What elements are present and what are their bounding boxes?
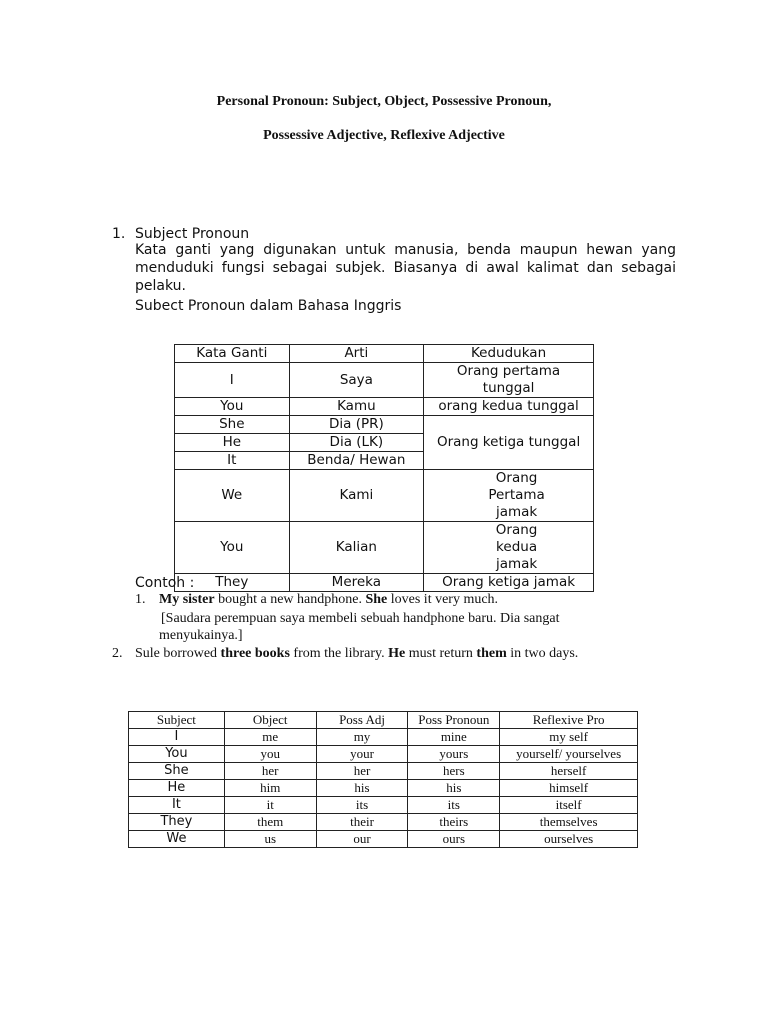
example-2-bold-object: three books bbox=[220, 646, 290, 661]
table-cell: We bbox=[129, 831, 225, 848]
table-cell: Orang kedua jamak bbox=[424, 522, 594, 574]
table-cell: ours bbox=[408, 831, 500, 848]
table-header-row bbox=[129, 712, 638, 729]
table-cell: theirs bbox=[408, 814, 500, 831]
table-cell: my bbox=[316, 729, 408, 746]
header-cell: Poss Adj bbox=[316, 712, 408, 729]
example-1-bold-pronoun: She bbox=[365, 592, 388, 607]
table-cell: Saya bbox=[289, 363, 424, 398]
example-2-text: must return bbox=[405, 646, 477, 661]
table-cell: you bbox=[224, 746, 316, 763]
table-cell: mine bbox=[408, 729, 500, 746]
subject-pronoun-table bbox=[174, 344, 594, 592]
table-cell: Orang pertama tunggal bbox=[424, 363, 594, 398]
table-row bbox=[129, 746, 638, 763]
header-cell: Poss Pronoun bbox=[408, 712, 500, 729]
table-cell: it bbox=[224, 797, 316, 814]
table-cell: them bbox=[224, 814, 316, 831]
table-cell: its bbox=[408, 797, 500, 814]
document-title-line-1: Personal Pronoun: Subject, Object, Possessive Pronoun, bbox=[216, 94, 552, 109]
table-cell: He bbox=[129, 780, 225, 797]
table-cell: us bbox=[224, 831, 316, 848]
section-heading: Subject Pronoun bbox=[135, 226, 250, 242]
table-cell: their bbox=[316, 814, 408, 831]
table-cell: We bbox=[175, 470, 290, 522]
table-cell: Kalian bbox=[289, 522, 424, 574]
table-cell: You bbox=[129, 746, 225, 763]
table-cell: It bbox=[129, 797, 225, 814]
header-cell: Object bbox=[224, 712, 316, 729]
table-row bbox=[129, 814, 638, 831]
table-cell: I bbox=[175, 363, 290, 398]
table-cell: ourselves bbox=[500, 831, 638, 848]
header-cell: Reflexive Pro bbox=[500, 712, 638, 729]
example-2-text: in two days. bbox=[506, 646, 579, 661]
table-cell-merged: Orang ketiga tunggal bbox=[424, 416, 594, 470]
table-cell: She bbox=[129, 763, 225, 780]
header-cell: Subject bbox=[129, 712, 225, 729]
table-cell: himself bbox=[500, 780, 638, 797]
table-cell: me bbox=[224, 729, 316, 746]
table-row bbox=[129, 763, 638, 780]
table-cell: my self bbox=[500, 729, 638, 746]
header-cell: Kedudukan bbox=[424, 345, 594, 363]
header-cell: Arti bbox=[289, 345, 424, 363]
document-title-line-2: Possessive Adjective, Reflexive Adjective bbox=[263, 128, 505, 143]
example-2-bold-pronoun: He bbox=[388, 646, 406, 661]
table-cell: his bbox=[408, 780, 500, 797]
table-row bbox=[175, 398, 594, 416]
example-2-bold-object-pronoun: them bbox=[476, 646, 507, 661]
table-cell: Dia (LK) bbox=[289, 434, 424, 452]
table-row bbox=[175, 574, 594, 592]
pronoun-forms-table bbox=[128, 711, 638, 848]
table-cell: You bbox=[175, 522, 290, 574]
table-cell: Dia (PR) bbox=[289, 416, 424, 434]
table-cell: She bbox=[175, 416, 290, 434]
section-paragraph: Kata ganti yang digunakan untuk manusia, benda maupun hewan yang menduduki fungsi sebagai subjek. Biasanya di awal kalimat dan sebagai pelaku. bbox=[135, 242, 676, 294]
table-cell: It bbox=[175, 452, 290, 470]
table-row bbox=[129, 729, 638, 746]
section-subtitle: Subect Pronoun dalam Bahasa Inggris bbox=[135, 298, 402, 314]
example-2-sentence bbox=[135, 645, 578, 663]
table-cell: hers bbox=[408, 763, 500, 780]
table-cell: her bbox=[316, 763, 408, 780]
table-cell: herself bbox=[500, 763, 638, 780]
table-cell: yourself/ yourselves bbox=[500, 746, 638, 763]
example-1-translation-line-2: menyukainya.] bbox=[159, 628, 243, 643]
example-2-text: Sule borrowed bbox=[135, 646, 221, 661]
header-cell: Kata Ganti bbox=[175, 345, 290, 363]
table-cell: themselves bbox=[500, 814, 638, 831]
table-cell: Kamu bbox=[289, 398, 424, 416]
table-cell: I bbox=[129, 729, 225, 746]
example-2-text: from the library. bbox=[289, 646, 389, 661]
table-cell: him bbox=[224, 780, 316, 797]
table-row bbox=[175, 416, 594, 434]
table-cell: They bbox=[129, 814, 225, 831]
table-cell: Kami bbox=[289, 470, 424, 522]
table-row bbox=[175, 470, 594, 522]
table-cell: They bbox=[175, 574, 290, 592]
table-cell: its bbox=[316, 797, 408, 814]
table-cell: He bbox=[175, 434, 290, 452]
example-2-number: 2. bbox=[112, 646, 123, 661]
table-cell: Orang Pertama jamak bbox=[424, 470, 594, 522]
table-cell: You bbox=[175, 398, 290, 416]
table-cell: his bbox=[316, 780, 408, 797]
section-number: 1. bbox=[112, 226, 126, 242]
table-cell: Mereka bbox=[289, 574, 424, 592]
example-1-sentence bbox=[159, 591, 498, 609]
table-cell: our bbox=[316, 831, 408, 848]
examples-label: Contoh : bbox=[135, 575, 195, 591]
table-cell: Benda/ Hewan bbox=[289, 452, 424, 470]
table-cell: Orang ketiga jamak bbox=[424, 574, 594, 592]
table-cell: your bbox=[316, 746, 408, 763]
table-row bbox=[175, 363, 594, 398]
table-row bbox=[129, 780, 638, 797]
table-cell: yours bbox=[408, 746, 500, 763]
table-cell: her bbox=[224, 763, 316, 780]
table-header-row bbox=[175, 345, 594, 363]
example-1-translation-line-1: [Saudara perempuan saya membeli sebuah handphone baru. Dia sangat bbox=[161, 611, 560, 626]
table-cell: itself bbox=[500, 797, 638, 814]
table-row bbox=[129, 797, 638, 814]
example-1-text: bought a new handphone. bbox=[214, 592, 366, 607]
table-row bbox=[129, 831, 638, 848]
table-cell: orang kedua tunggal bbox=[424, 398, 594, 416]
example-1-bold-subject: My sister bbox=[159, 592, 215, 607]
example-1-text: loves it very much. bbox=[387, 592, 499, 607]
table-row bbox=[175, 522, 594, 574]
example-1-number: 1. bbox=[135, 592, 146, 607]
